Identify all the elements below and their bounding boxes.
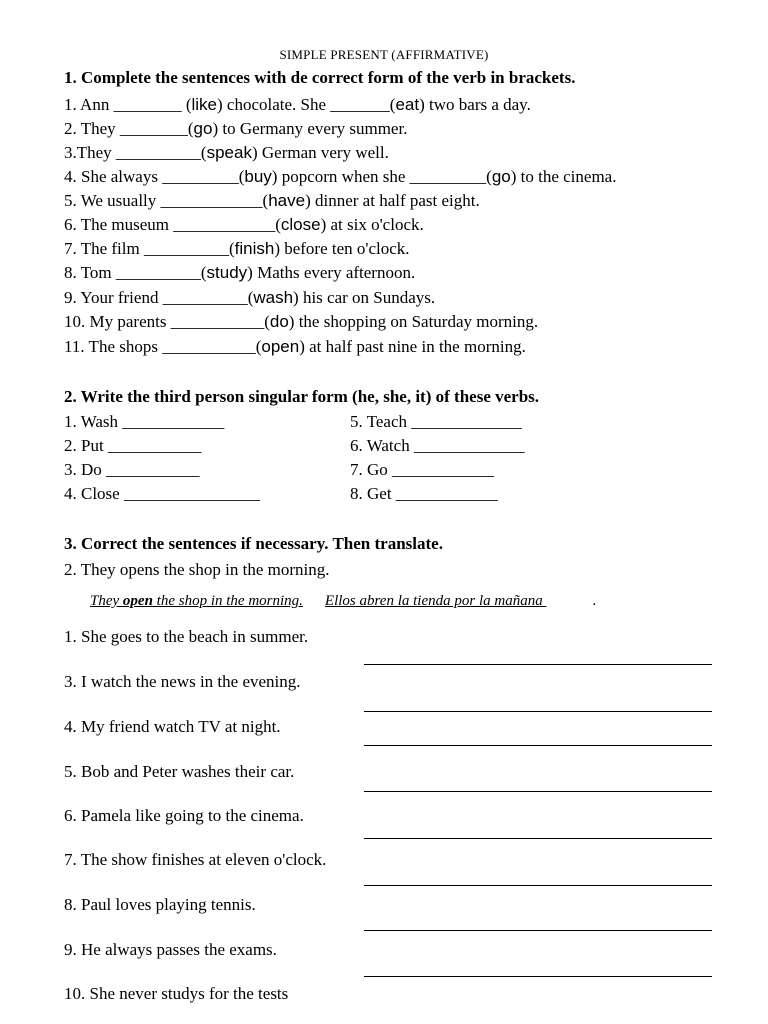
verb-hint: like [191,95,218,114]
answer-line[interactable] [364,745,712,746]
exercise1-item: 4. She always _________(buy) popcorn when she _________(go) to the cinema. [64,167,617,186]
verb-form-item: 1. Wash ____________ [64,412,225,431]
exercise1-item: 3.They __________(speak) German very well. [64,143,389,162]
verb-form-item: 2. Put ___________ [64,436,202,455]
section3-heading: 3. Correct the sentences if necessary. Then translate. [64,534,443,553]
correction-item: 9. He always passes the exams. [64,940,277,959]
exercise1-item: 1. Ann ________ (like) chocolate. She _______(eat) two bars a day. [64,95,531,114]
verb-hint: close [280,215,321,234]
worksheet-title: SIMPLE PRESENT (AFFIRMATIVE) [279,47,489,62]
answer-line[interactable] [364,791,712,792]
answer-line[interactable] [364,930,712,931]
section1-heading: 1. Complete the sentences with de correct form of the verb in brackets. [64,68,576,87]
verb-form-item: 6. Watch _____________ [350,436,525,455]
exercise1-item: 8. Tom __________(study) Maths every afternoon. [64,263,416,282]
exercise1-item: 2. They ________(go) to Germany every summer. [64,119,408,138]
verb-hint: finish [234,239,275,258]
correction-item: 7. The show finishes at eleven o'clock. [64,850,327,869]
answer-line[interactable] [364,711,712,712]
answer-line[interactable] [364,885,712,886]
answer-line[interactable] [364,838,712,839]
correction-item: 5. Bob and Peter washes their car. [64,762,295,781]
verb-form-item: 4. Close ________________ [64,484,260,503]
verb-form-item: 5. Teach _____________ [350,412,522,431]
verb-hint: do [269,312,289,331]
exercise1-item: 9. Your friend __________(wash) his car on Sundays. [64,288,436,307]
exercise1-item: 11. The shops ___________(open) at half past nine in the morning. [64,337,526,356]
correction-item: 4. My friend watch TV at night. [64,717,281,736]
correction-item: 1. She goes to the beach in summer. [64,627,309,646]
correction-item: 6. Pamela like going to the cinema. [64,806,304,825]
verb-form-item: 7. Go ____________ [350,460,495,479]
answer-line[interactable] [364,976,712,977]
verb-hint: go [491,167,511,186]
example-sentence: 2. They opens the shop in the morning. [64,560,330,579]
correction-item: 8. Paul loves playing tennis. [64,895,256,914]
correction-item: 10. She never studys for the tests [64,984,289,1003]
verb-hint: study [206,263,248,282]
exercise1-item: 5. We usually ____________(have) dinner at half past eight. [64,191,480,210]
verb-hint: buy [244,167,272,186]
verb-hint: open [261,337,300,356]
verb-hint: wash [253,288,294,307]
correction-item: 3. I watch the news in the evening. [64,672,301,691]
verb-hint: go [193,119,213,138]
exercise1-item: 6. The museum ____________(close) at six o'clock. [64,215,424,234]
example-answer: They open the shop in the morning. Ellos abren la tienda por la mañana . [90,593,597,609]
section2-heading: 2. Write the third person singular form (he, she, it) of these verbs. [64,387,540,406]
verb-form-item: 3. Do ___________ [64,460,200,479]
verb-hint: have [268,191,306,210]
verb-hint: speak [206,143,252,162]
verb-form-item: 8. Get ____________ [350,484,498,503]
verb-hint: eat [395,95,420,114]
answer-line[interactable] [364,664,712,665]
exercise1-item: 7. The film __________(finish) before ten o'clock. [64,239,410,258]
exercise1-item: 10. My parents ___________(do) the shopping on Saturday morning. [64,312,539,331]
